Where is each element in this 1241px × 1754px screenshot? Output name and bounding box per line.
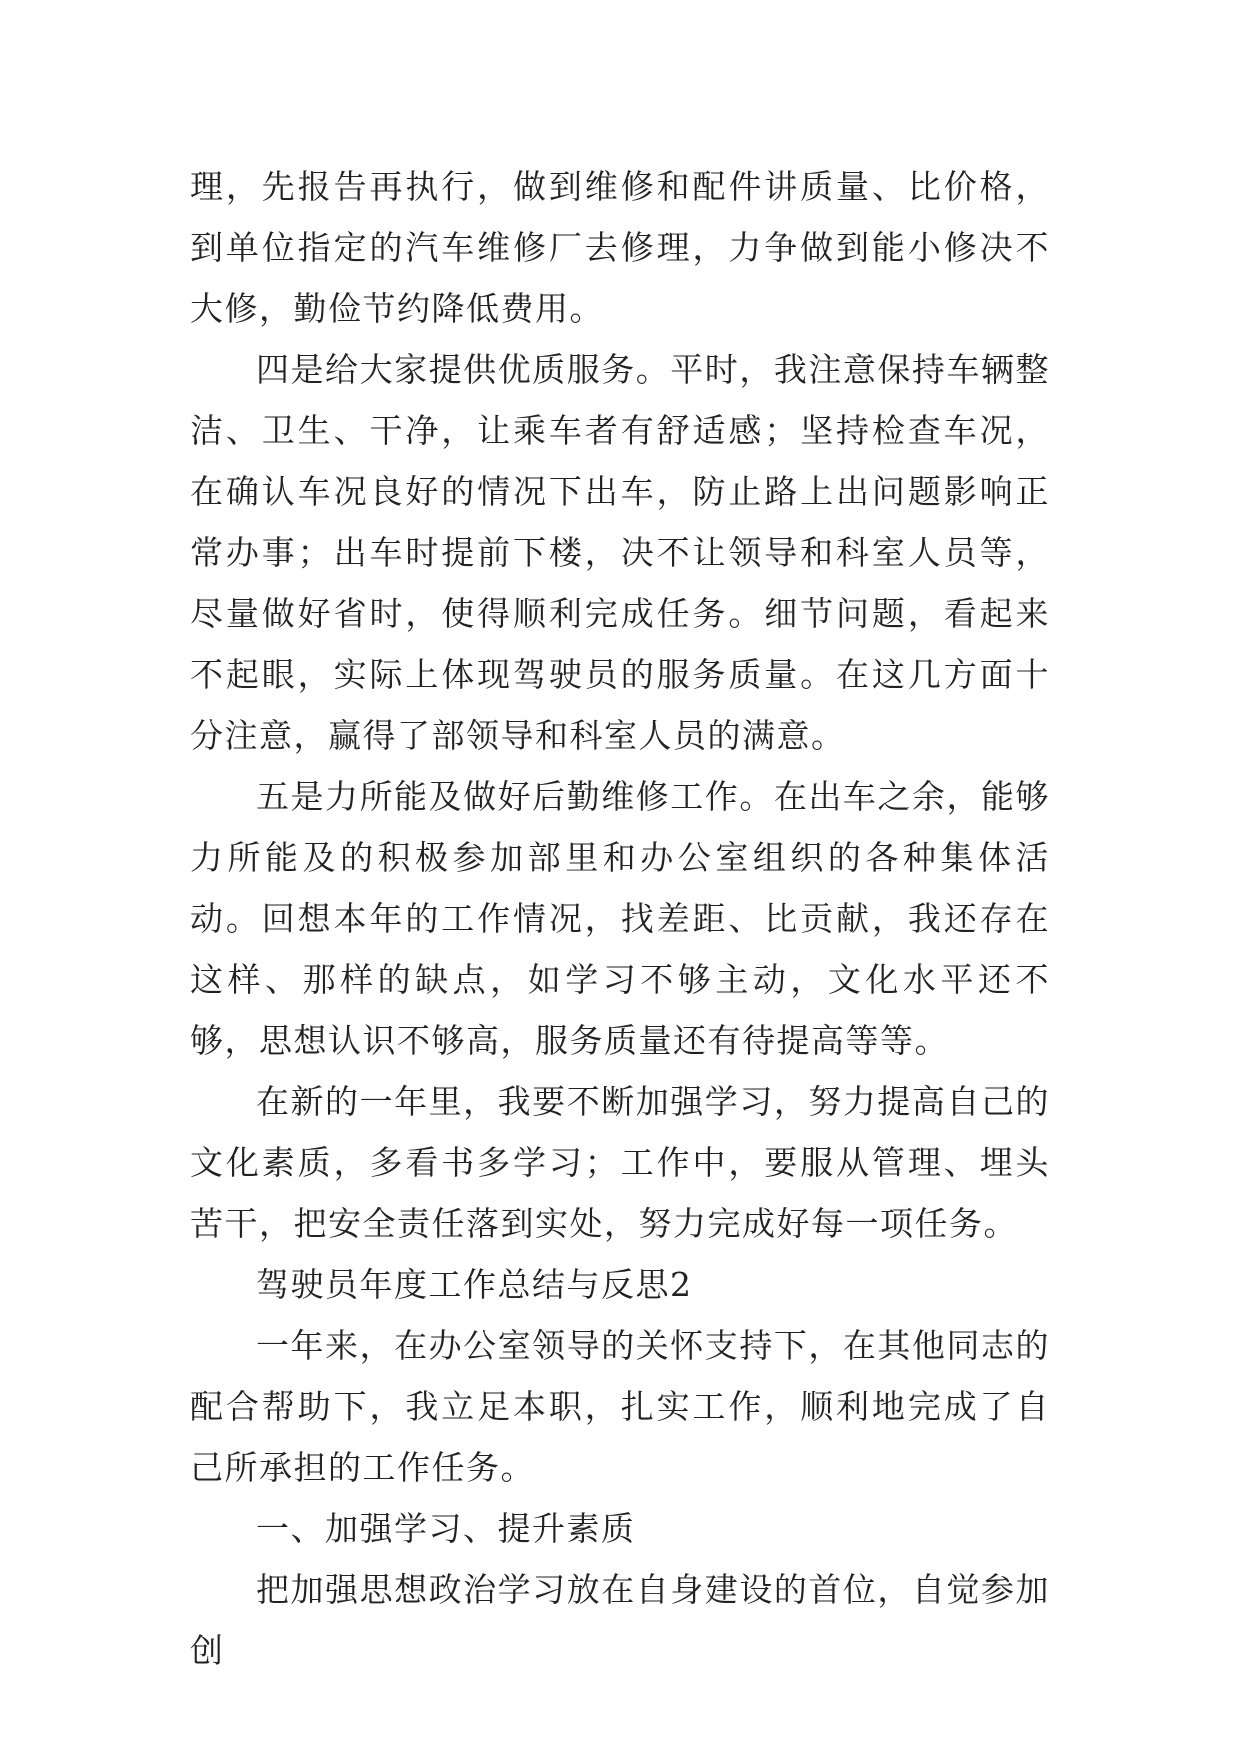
paragraph-point-four-service: 四是给大家提供优质服务。平时，我注意保持车辆整洁、卫生、干净，让乘车者有舒适感；坚持检查车况，在确认车况良好的情况下出车，防止路上出问题影响正常办事；出车时提前下楼，决不让领导和科室人员等，尽量做好省时，使得顺利完成任务。细节问题，看起来不起眼，实际上体现驾驶员的服务质量。在这几方面十分注意，赢得了部领导和科室人员的满意。 (190, 350, 1050, 755)
paragraph-continued-repair: 理，先报告再执行，做到维修和配件讲质量、比价格，到单位指定的汽车维修厂去修理，力争做到能小修决不大修，勤俭节约降低费用。 (190, 167, 1050, 328)
document-body (190, 156, 1050, 1681)
paragraph-political-study: 把加强思想政治学习放在自身建设的首位，自觉参加创 (190, 1570, 1050, 1670)
paragraph-new-year-plan: 在新的一年里，我要不断加强学习，努力提高自己的文化素质，多看书多学习；工作中，要服从管理、埋头苦干，把安全责任落到实处，努力完成好每一项任务。 (190, 1082, 1050, 1243)
heading-strengthen-learning: 一、加强学习、提升素质 (256, 1509, 636, 1548)
section-title-summary-2: 驾驶员年度工作总结与反思2 (256, 1265, 693, 1304)
paragraph-point-five-maintenance: 五是力所能及做好后勤维修工作。在出车之余，能够力所能及的积极参加部里和办公室组织的各种集体活动。回想本年的工作情况，找差距、比贡献，我还存在这样、那样的缺点，如学习不够主动，文化水平还不够，思想认识不够高，服务质量还有待提高等等。 (190, 777, 1050, 1060)
paragraph-year-overview: 一年来，在办公室领导的关怀支持下，在其他同志的配合帮助下，我立足本职，扎实工作，顺利地完成了自己所承担的工作任务。 (190, 1326, 1050, 1487)
